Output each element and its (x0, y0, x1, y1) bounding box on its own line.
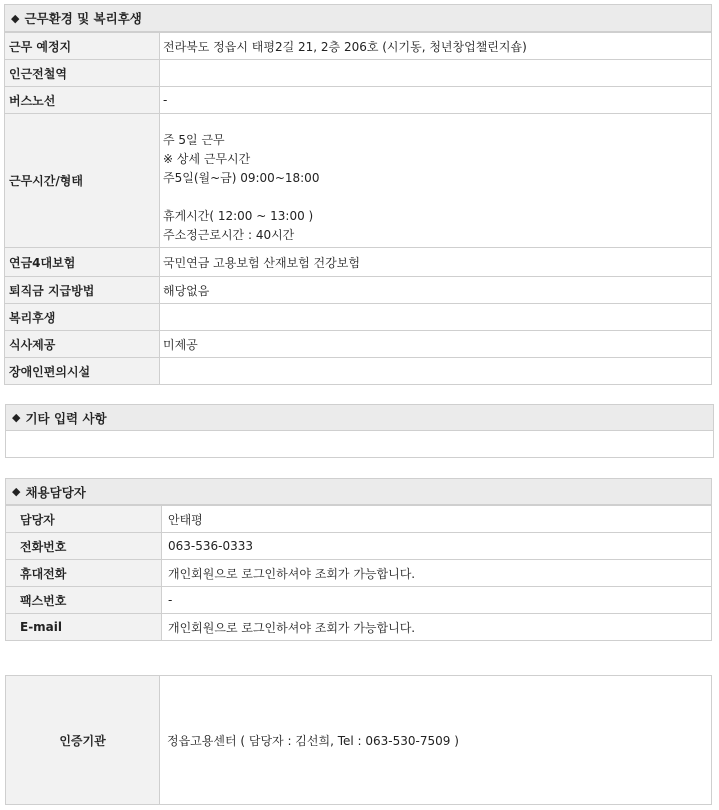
work-hours-line: 주소정근로시간 : 40시간 (163, 227, 295, 242)
work-environment-section (4, 4, 712, 385)
recruiter-name: 안태평 (162, 506, 712, 533)
table-row (6, 587, 712, 614)
table-row (6, 676, 712, 805)
row-value: 해당없음 (160, 277, 712, 304)
work-hours-line (163, 188, 711, 207)
row-value: 미제공 (160, 331, 712, 358)
table-row (5, 358, 712, 385)
work-hours-value (160, 114, 712, 248)
work-table (4, 32, 712, 385)
row-label: 복리후생 (5, 304, 160, 331)
recruiter-table (5, 505, 712, 641)
row-value (160, 60, 712, 87)
row-value (160, 358, 712, 385)
row-label: 휴대전화 (6, 560, 162, 587)
row-label: 연금4대보험 (5, 248, 160, 277)
cert-value: 정읍고용센터 ( 담당자 : 김선희, Tel : 063-530-7509 ) (160, 676, 712, 805)
table-row (6, 506, 712, 533)
table-row (5, 33, 712, 60)
cert-label: 인증기관 (6, 676, 160, 805)
row-label: 전화번호 (6, 533, 162, 560)
row-value (160, 304, 712, 331)
table-row (5, 277, 712, 304)
email-login-notice: 개인회원으로 로그인하셔야 조회가 가능합니다. (162, 614, 712, 641)
fax-number: - (162, 587, 712, 614)
row-label: 식사제공 (5, 331, 160, 358)
other-section-header (5, 404, 714, 431)
recruiter-section-title: 채용담당자 (25, 484, 86, 500)
row-label: 근무시간/형태 (5, 114, 160, 248)
work-hours-line: 휴게시간( 12:00 ~ 13:00 ) (163, 208, 314, 223)
other-section-title: 기타 입력 사항 (25, 410, 107, 426)
row-value: 전라북도 정읍시 태평2길 21, 2층 206호 (시기동, 청년창업챌린지숍) (160, 33, 712, 60)
mobile-login-notice: 개인회원으로 로그인하셔야 조회가 가능합니다. (162, 560, 712, 587)
table-row (5, 331, 712, 358)
phone-number: 063-536-0333 (162, 533, 712, 560)
table-row (6, 560, 712, 587)
table-row (6, 614, 712, 641)
row-label: 퇴직금 지급방법 (5, 277, 160, 304)
row-value: 국민연금 고용보험 산재보험 건강보험 (160, 248, 712, 277)
table-row (5, 87, 712, 114)
other-section-body (5, 431, 714, 458)
work-hours-line: 주5일(월~금) 09:00~18:00 (163, 170, 320, 185)
row-label: E-mail (6, 614, 162, 641)
row-label: 담당자 (6, 506, 162, 533)
work-hours-line: 주 5일 근무 (163, 132, 225, 147)
work-hours-line: ※ 상세 근무시간 (163, 151, 251, 166)
certification-section (5, 675, 712, 805)
diamond-icon: ◆ (12, 485, 21, 498)
recruiter-section-header (5, 478, 712, 505)
table-row (5, 114, 712, 248)
row-value: - (160, 87, 712, 114)
work-section-header (4, 4, 712, 32)
recruiter-section (5, 478, 712, 641)
row-label: 팩스번호 (6, 587, 162, 614)
other-info-section (5, 404, 714, 458)
table-row (5, 60, 712, 87)
row-label: 버스노선 (5, 87, 160, 114)
row-label: 장애인편의시설 (5, 358, 160, 385)
table-row (6, 533, 712, 560)
work-section-title: 근무환경 및 복리후생 (24, 11, 142, 26)
diamond-icon: ◆ (11, 11, 20, 25)
row-label: 인근전철역 (5, 60, 160, 87)
table-row (5, 304, 712, 331)
row-label: 근무 예정지 (5, 33, 160, 60)
certification-table (5, 675, 712, 805)
table-row (5, 248, 712, 277)
diamond-icon: ◆ (12, 411, 21, 424)
